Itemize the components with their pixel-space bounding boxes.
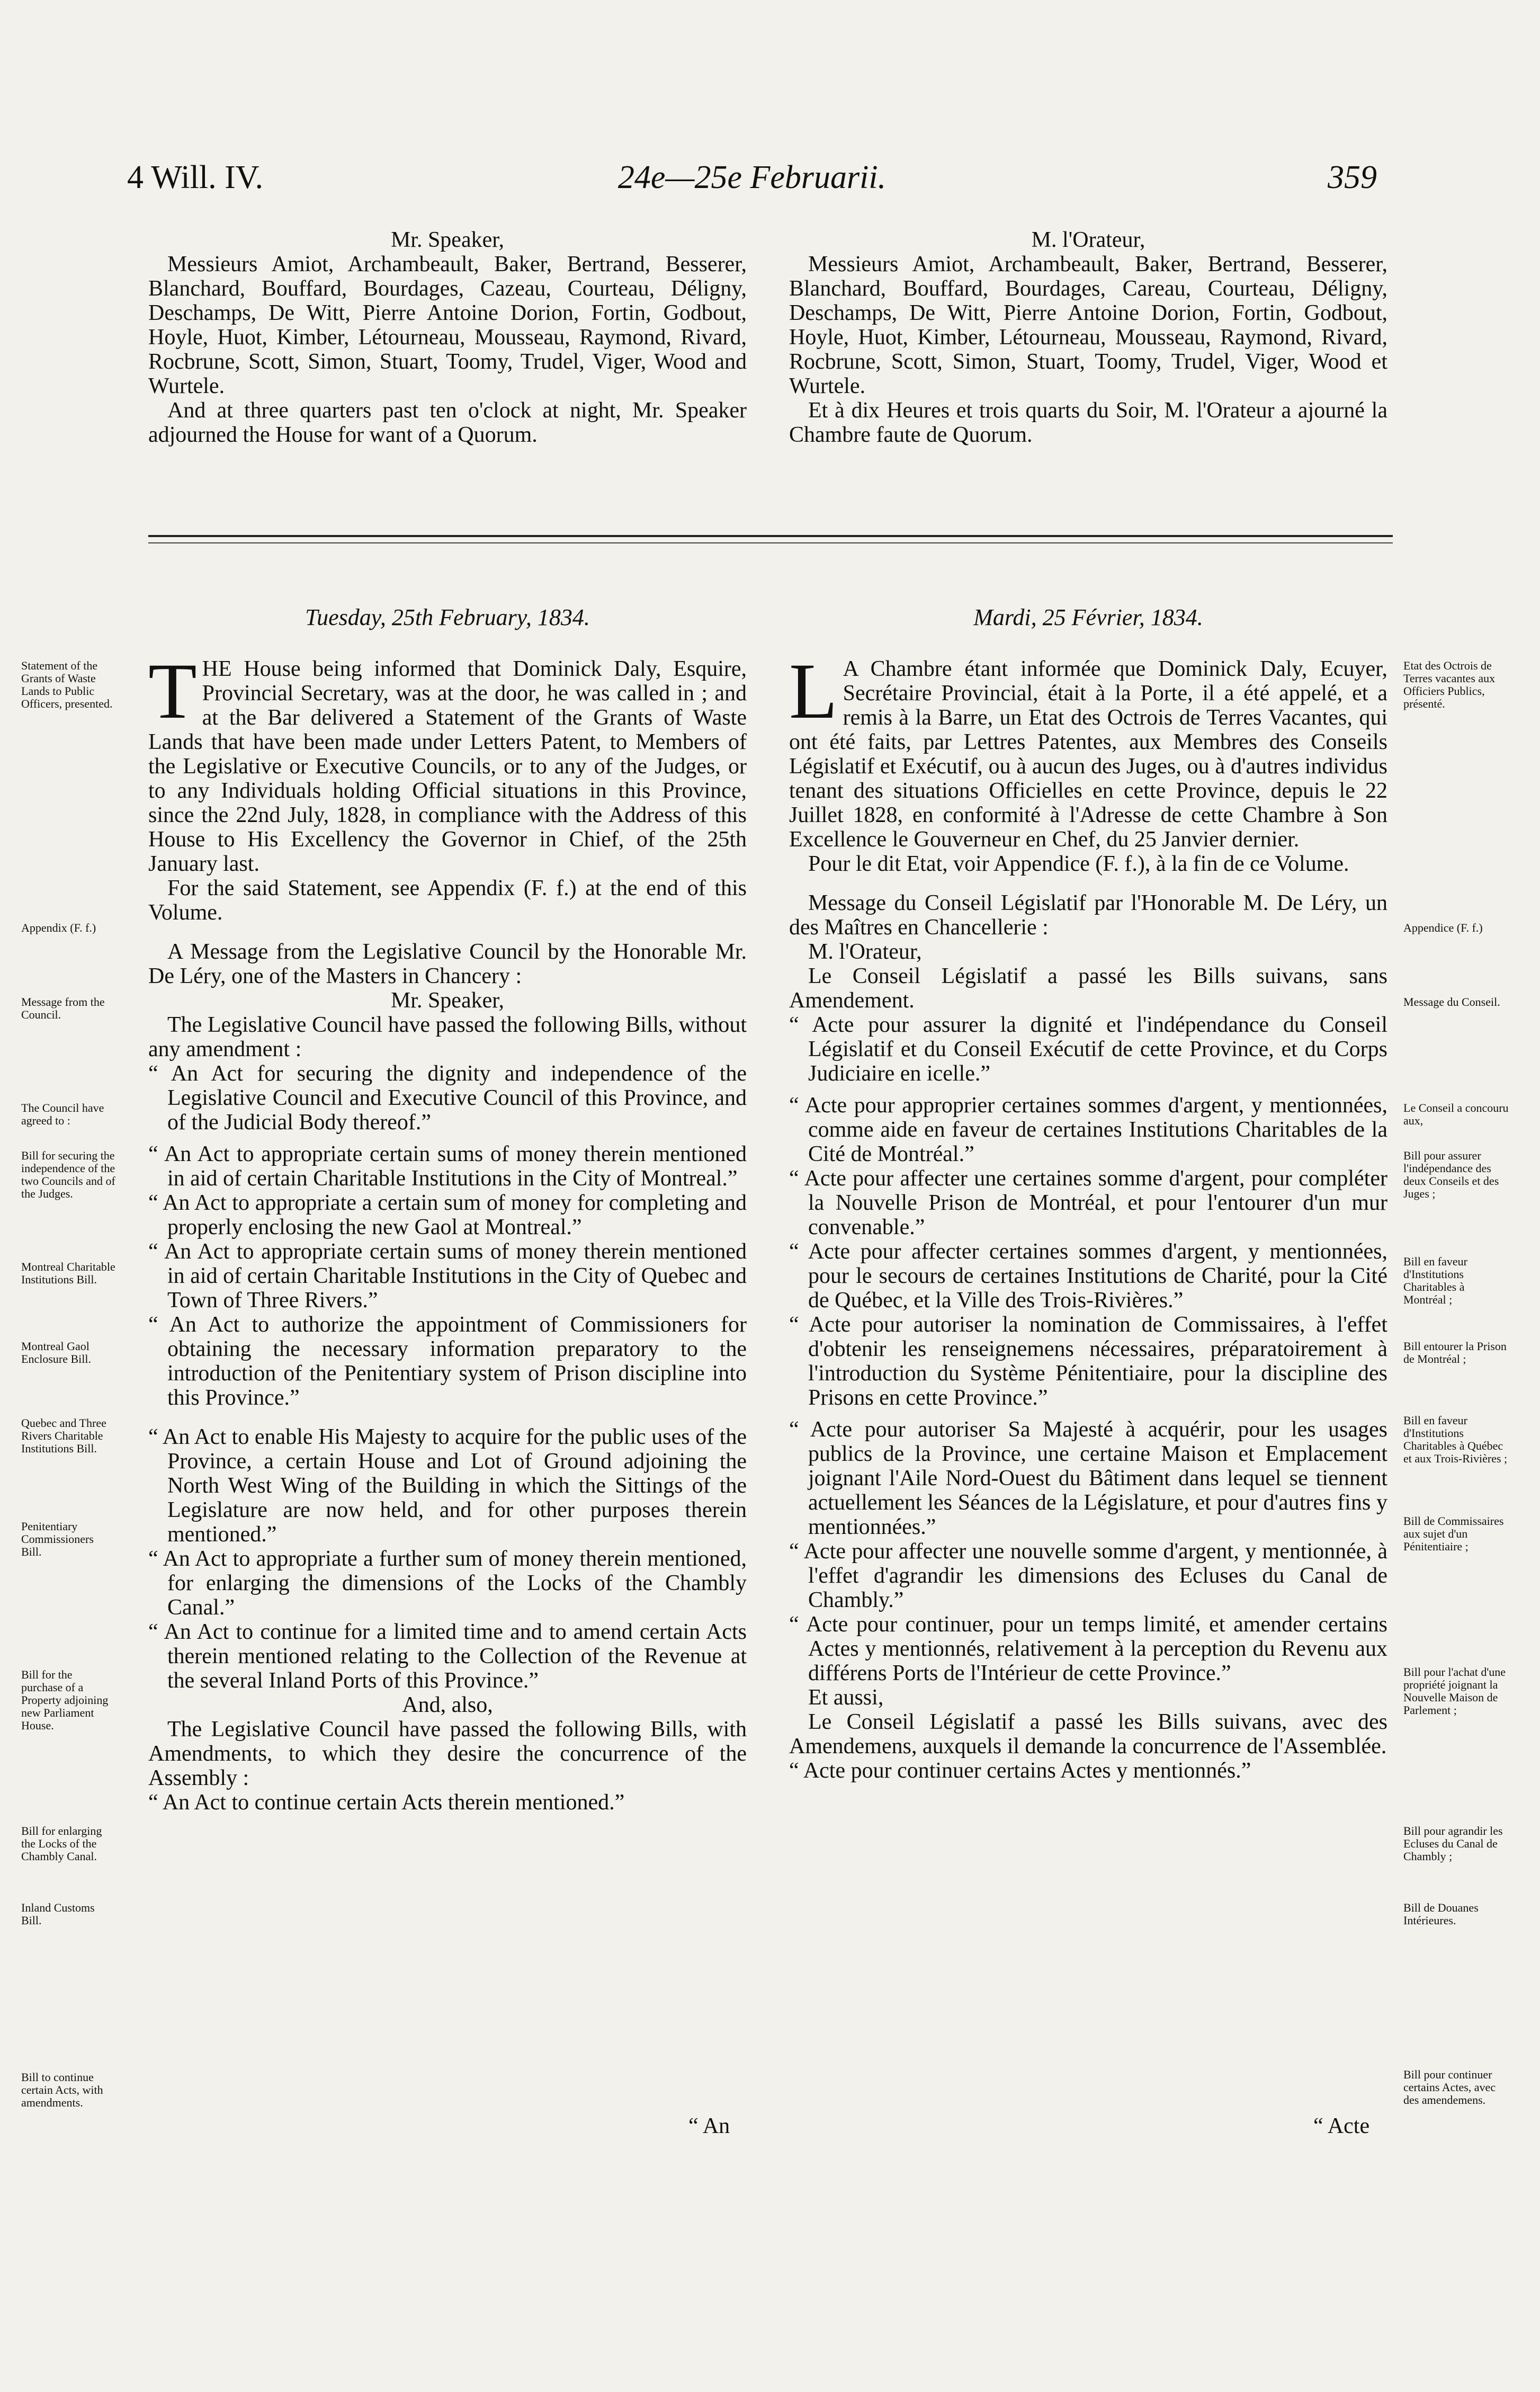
margin-note: Quebec and Three Rivers Charitable Institutions Bill. — [21, 1416, 106, 1455]
statement-paragraph: L A Chambre étant informée que Dominick Daly, Ecuyer, Secrétaire Provincial, était à la Porte, il a été appelé, et a remis à la Barre, un Etat des Octrois de Terres Vacantes, qui ont été faits, par Lettres Patentes, aux Membres des Conseils Législatif et Exécutif, ou à aucun des Juges, ou à d'autres individus tenant des situations Officielles en cette Province, depuis le 22 Juillet 1828, en conformité à l'Adresse de cette Chambre à Son Excellence le Gouverneur en Chef, du 25 Janvier dernier. — [789, 647, 1387, 852]
bill-entry: “ Acte pour autoriser la nomination de Commissaires, à l'effet d'obtenir les renseignemens nécessaires, préparatoirement à l'introduction du Système Pénitentiaire, pour la discipline des Prisons en cette Province.” — [789, 1313, 1387, 1410]
top-block-french — [789, 228, 1387, 447]
page-number: 359 — [1328, 159, 1377, 195]
bill-entry: “ An Act to appropriate certain sums of money therein mentioned in aid of certain Charitable Institutions in the City of Montreal.” — [148, 1142, 747, 1191]
margin-note: Bill to continue certain Acts, with amendments. — [21, 2070, 103, 2109]
regnal-year: 4 Will. IV. — [127, 159, 264, 195]
french-column — [789, 647, 1387, 1783]
margin-note: Statement of the Grants of Waste Lands to Public Officers, presented. — [21, 659, 113, 710]
bill-entry: “ An Act for securing the dignity and independence of the Legislative Council and Executive Council of this Province, and of the Judicial Body thereof.” — [148, 1061, 747, 1135]
and-also: Et aussi, — [808, 1685, 884, 1710]
bill-entry: “ An Act to appropriate a further sum of money therein mentioned, for enlarging the dimensions of the Locks of the Chambly Canal.” — [148, 1547, 747, 1620]
margin-note: Bill pour continuer certains Actes, avec des amendemens. — [1403, 2068, 1496, 2107]
salutation: Mr. Speaker, — [390, 988, 505, 1013]
margin-note: Appendix (F. f.) — [21, 921, 96, 934]
margin-note: Bill de Douanes Intérieures. — [1403, 1901, 1479, 1927]
margin-note: Bill entourer la Prison de Montréal ; — [1403, 1340, 1507, 1365]
drop-cap: L — [789, 647, 838, 735]
amended-bills-intro: Le Conseil Législatif a passé les Bills suivans, avec des Amendemens, auxquels il demande la concurrence de l'Assemblée. — [789, 1710, 1387, 1759]
bill-entry: “ An Act to continue for a limited time and to amend certain Acts therein mentioned relating to the Collection of the Revenue at the several Inland Ports of this Province.” — [148, 1620, 747, 1693]
margin-note: Bill pour agrandir les Ecluses du Canal de Chambly ; — [1403, 1824, 1503, 1863]
members-list: Messieurs Amiot, Archambeault, Baker, Bertrand, Besserer, Blanchard, Bouffard, Bourdages, Cazeau, Courteau, Déligny, Deschamps, De Witt, Pierre Antoine Dorion, Fortin, Godbout, Hoyle, Huot, Kimber, Létourneau, Mousseau, Raymond, Rivard, Rocbrune, Scott, Simon, Stuart, Toomy, Trudel, Viger, Wood and Wurtele. — [148, 252, 747, 398]
bill-entry: “ Acte pour approprier certaines sommes d'argent, y mentionnées, comme aide en faveur de certaines Institutions Charitables de la Cité de Montréal.” — [789, 1093, 1387, 1166]
bill-entry: “ Acte pour affecter une nouvelle somme d'argent, y mentionnée, à l'effet d'agrandir les dimensions des Ecluses du Canal de Chambly.” — [789, 1539, 1387, 1612]
bill-entry: “ Acte pour continuer certains Actes y mentionnés.” — [789, 1759, 1251, 1783]
margin-note: Bill for securing the independence of the two Councils and of the Judges. — [21, 1149, 115, 1200]
margin-note: Etat des Octrois de Terres vacantes aux Officiers Publics, présenté. — [1403, 659, 1496, 710]
message-paragraph: A Message from the Legislative Council by the Honorable Mr. De Léry, one of the Masters in Chancery : — [148, 940, 747, 988]
bill-entry: “ An Act to appropriate a certain sum of money for completing and properly enclosing the new Gaol at Montreal.” — [148, 1191, 747, 1239]
and-also: And, also, — [402, 1693, 493, 1717]
margin-note: Inland Customs Bill. — [21, 1901, 95, 1927]
margin-note: Le Conseil a concouru aux, — [1403, 1101, 1509, 1127]
bill-entry: “ An Act to appropriate certain sums of money therein mentioned in aid of certain Charitable Institutions in the City of Quebec and Town of Three Rivers.” — [148, 1239, 747, 1313]
amended-bills-intro: The Legislative Council have passed the following Bills, with Amendments, to which they desire the concurrence of the Assembly : — [148, 1717, 747, 1790]
members-list: Messieurs Amiot, Archambeault, Baker, Bertrand, Besserer, Blanchard, Bouffard, Bourdages, Careau, Courteau, Déligny, Deschamps, De Witt, Pierre Antoine Dorion, Fortin, Godbout, Hoyle, Huot, Kimber, Létourneau, Mousseau, Raymond, Rivard, Rocbrune, Scott, Simon, Stuart, Toomy, Trudel, Viger, Wood et Wurtele. — [789, 252, 1387, 398]
bills-intro: The Legislative Council have passed the following Bills, without any amendment : — [148, 1013, 747, 1061]
section-rule — [148, 535, 1393, 537]
english-column — [148, 647, 747, 1815]
message-paragraph: Message du Conseil Législatif par l'Honorable M. De Léry, un des Maîtres en Chancellerie : — [789, 891, 1387, 940]
bill-entry: “ Acte pour assurer la dignité et l'indépendance du Conseil Législatif et du Conseil Exécutif de cette Province, et du Corps Judiciaire en icelle.” — [789, 1013, 1387, 1086]
appendix-paragraph: For the said Statement, see Appendix (F. f.) at the end of this Volume. — [148, 876, 747, 925]
margin-note: Bill pour assurer l'indépendance des deux Conseils et des Juges ; — [1403, 1149, 1499, 1200]
adjournment-text: Et à dix Heures et trois quarts du Soir, M. l'Orateur a ajourné la Chambre faute de Quorum. — [789, 398, 1387, 447]
appendix-paragraph: Pour le dit Etat, voir Appendice (F. f.), à la fin de ce Volume. — [808, 852, 1349, 876]
drop-cap: T — [148, 647, 197, 735]
margin-note: Bill pour l'achat d'une propriété joignant la Nouvelle Maison de Parlement ; — [1403, 1665, 1506, 1717]
section-rule-thin — [148, 542, 1393, 543]
statement-paragraph: THE House being informed that Dominick Daly, Esquire, Provincial Secretary, was at the door, he was called in ; and at the Bar delivered a Statement of the Grants of Waste Lands that have been made under Letters Patent, to Members of the Legislative or Executive Councils, or to any of the Judges, or to any Individuals holding Official situations in this Province, since the 22nd July, 1828, in compliance with the Address of this House to His Excellency the Governor in Chief, of the 25th January last. — [148, 647, 747, 876]
margin-note: The Council have agreed to : — [21, 1101, 104, 1127]
date-english: Tuesday, 25th February, 1834. — [305, 604, 590, 630]
catchword-english: “ An — [688, 2114, 730, 2138]
adjournment-text: And at three quarters past ten o'clock at night, Mr. Speaker adjourned the House for want of a Quorum. — [148, 398, 747, 447]
bill-entry: “ An Act to continue certain Acts therein mentioned.” — [148, 1790, 625, 1815]
margin-note: Appendice (F. f.) — [1403, 921, 1483, 934]
bill-entry: “ Acte pour affecter certaines sommes d'argent, y mentionnées, pour le secours de certaines Institutions de Charité, pour la Cité de Québec, et la Ville des Trois-Rivières.” — [789, 1239, 1387, 1313]
bill-entry: “ An Act to authorize the appointment of Commissioners for obtaining the necessary information preparatory to the introduction of the Penitentiary system of Prison discipline into this Province.” — [148, 1313, 747, 1410]
date-french: Mardi, 25 Février, 1834. — [973, 604, 1203, 630]
margin-note: Bill de Commissaires aux sujet d'un Pénitentiaire ; — [1403, 1514, 1504, 1553]
bill-entry: “ Acte pour affecter une certaines somme d'argent, pour compléter la Nouvelle Prison de Montréal, et pour l'entourer d'un mur convenable.” — [789, 1166, 1387, 1239]
margin-note: Bill en faveur d'Institutions Charitables à Québec et aux Trois-Rivières ; — [1403, 1414, 1508, 1465]
catchword-french: “ Acte — [1313, 2114, 1370, 2138]
margin-note: Bill en faveur d'Institutions Charitables à Montréal ; — [1403, 1255, 1467, 1306]
salutation: Mr. Speaker, — [390, 228, 505, 252]
salutation: M. l'Orateur, — [1031, 228, 1145, 252]
margin-note: Montreal Charitable Institutions Bill. — [21, 1260, 115, 1286]
margin-note: Message from the Council. — [21, 995, 105, 1021]
bills-intro: Le Conseil Législatif a passé les Bills suivans, sans Amendement. — [789, 964, 1387, 1013]
bill-entry: “ Acte pour autoriser Sa Majesté à acquérir, pour les usages publics de la Province, une certaine Maison et Emplacement joignant l'Aile Nord-Ouest du Bâtiment dans lequel se tiennent actuellement les Séances de la Législature, et pour d'autres fins y mentionnées.” — [789, 1417, 1387, 1539]
top-block-english — [148, 228, 747, 447]
session-dates: 24e—25e Februarii. — [617, 159, 887, 195]
margin-note: Bill for the purchase of a Property adjoining new Parliament House. — [21, 1668, 109, 1732]
margin-note: Penitentiary Commissioners Bill. — [21, 1520, 94, 1558]
running-head — [127, 159, 1377, 207]
margin-note: Message du Conseil. — [1403, 995, 1500, 1008]
margin-note: Bill for enlarging the Locks of the Chambly Canal. — [21, 1824, 102, 1863]
salutation: M. l'Orateur, — [808, 940, 922, 964]
bill-entry: “ Acte pour continuer, pour un temps limité, et amender certains Actes y mentionnés, relativement à la perception du Revenu aux différens Ports de l'Intérieur de cette Province.” — [789, 1612, 1387, 1685]
margin-note: Montreal Gaol Enclosure Bill. — [21, 1340, 91, 1365]
bill-entry: “ An Act to enable His Majesty to acquire for the public uses of the Province, a certain House and Lot of Ground adjoining the North West Wing of the Building in which the Sittings of the Legislature are now held, and for other purposes therein mentioned.” — [148, 1425, 747, 1547]
